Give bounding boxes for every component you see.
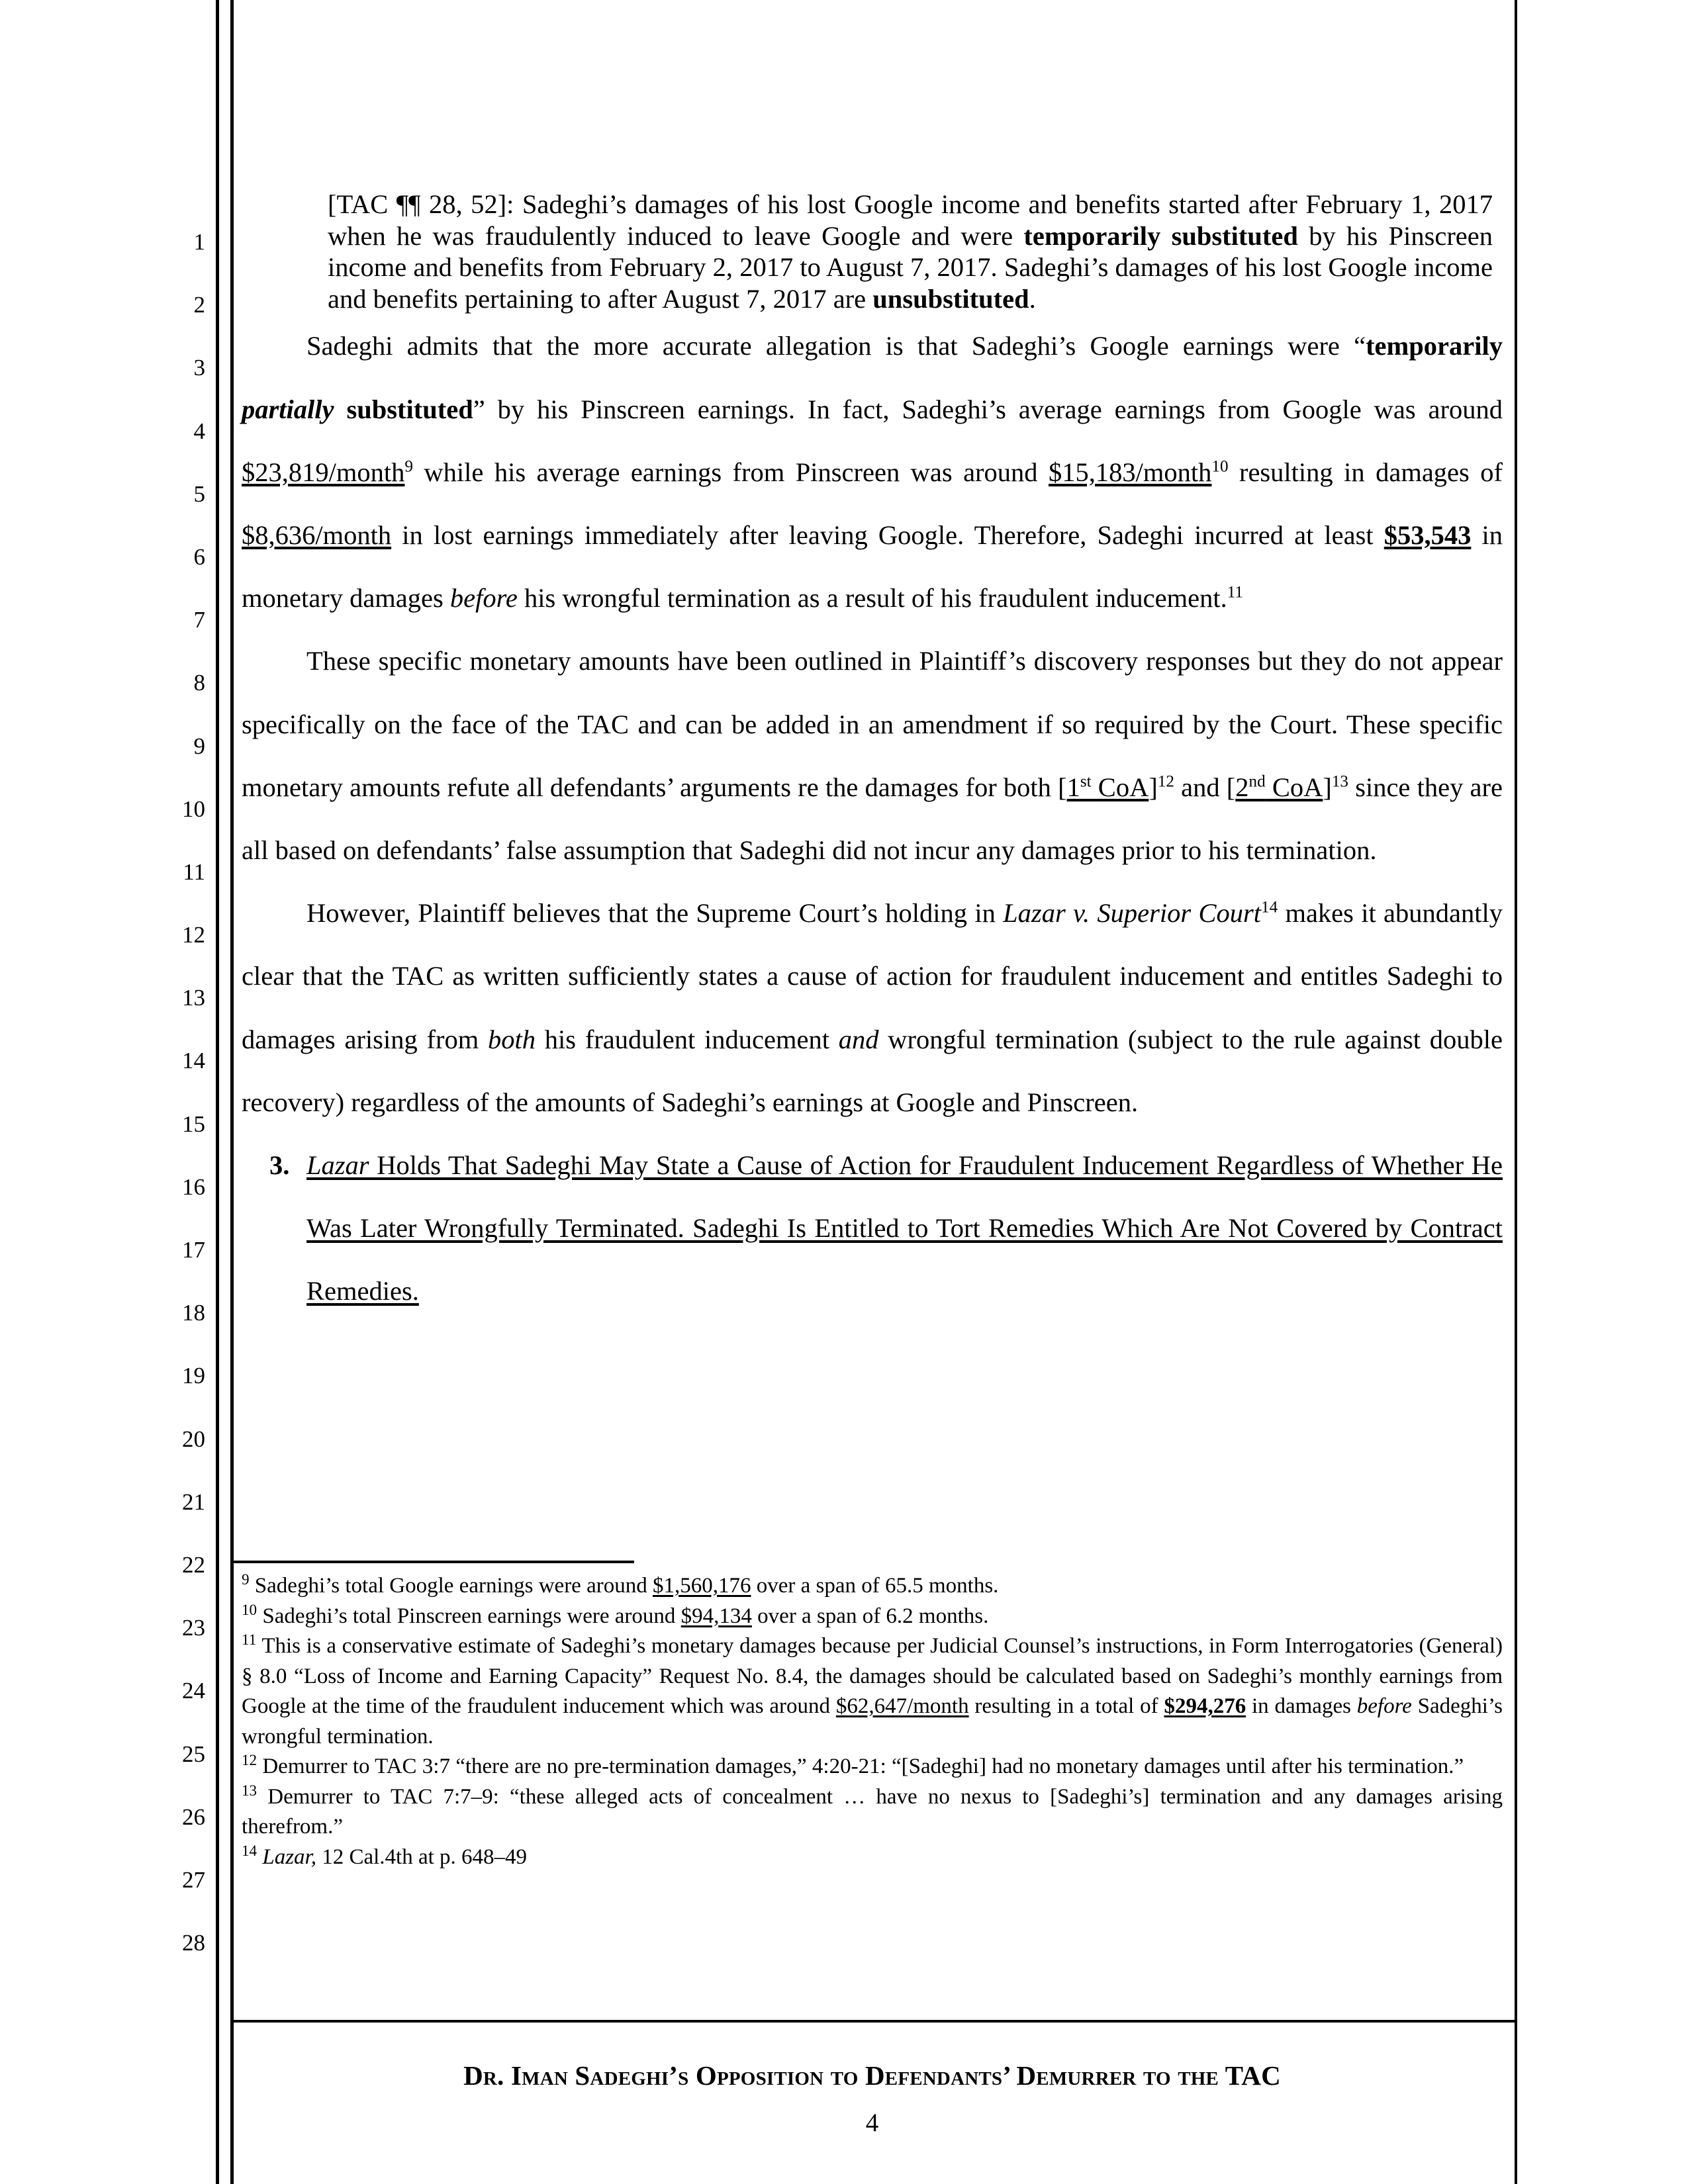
p2-coa1-rest: CoA [1091,772,1149,802]
footnote-marker-13: 13 [242,1781,258,1799]
line-number: 4 [193,418,205,444]
line-number: 23 [182,1615,205,1641]
p1-underline-pinscreen-monthly: $15,183/month [1049,457,1212,487]
fn11-seg-4: Sadeghi’s wrongful termination. [242,1694,1503,1749]
line-number: 1 [193,229,205,255]
quote-bold-unsubstituted: unsubstituted [872,283,1029,314]
p3-seg-3: his fraudulent inducement [536,1024,839,1054]
p1-bold-substituted: substituted [334,394,473,424]
p2-coa2-number: 2 [1235,772,1249,802]
line-number: 22 [182,1551,205,1578]
p2-seg-1: These specific monetary amounts have been outlined in Plaintiff’s discovery responses but they do not appear specifically on the face of the TAC and can be added in an amendment if so required by the Court. These specific monetary amounts refute all defendants’ arguments re the damages for both [ [242,646,1503,802]
footer-separator-rule [234,2020,1515,2023]
p2-coa1-number: 1 [1066,772,1080,802]
line-number: 5 [193,480,205,507]
footnote-marker-10: 10 [242,1600,258,1618]
line-number: 7 [193,607,205,633]
footnote-marker-9: 9 [242,1570,250,1588]
document-body [242,189,1503,1323]
line-number: 27 [182,1866,205,1893]
footnote-ref-12: 12 [1157,772,1174,791]
line-number: 26 [182,1803,205,1830]
p2-coa2-ordinal: nd [1248,772,1266,791]
fn11-seg-1: This is a conservative estimate of Sadeghi’s monetary damages because per Judicial Counsel’s instructions, in Form Interrogatories (General) § 8.0 “Loss of Income and Earning Capacity” Request No. 8.4, the damages should be calculated based on Sadeghi’s monthly earnings from Google at the time of the fraudulent inducement which was around [242,1634,1503,1718]
line-number: 21 [182,1488,205,1515]
footnote-marker-12: 12 [242,1751,258,1768]
line-number: 10 [182,796,205,822]
p2-seg-2: ] [1149,772,1158,802]
line-number: 17 [182,1237,205,1263]
paragraph-discovery-responses [242,629,1503,882]
paragraph-lazar-holding [242,882,1503,1134]
heading-underline [306,1150,1503,1306]
p1-seg-7: his wrongful termination as a result of his fraudulent inducement. [517,583,1227,614]
p1-underline-google-monthly: $23,819/month [242,457,405,487]
quote-text-3: . [1029,283,1036,314]
line-number: 20 [182,1426,205,1452]
line-number: 2 [193,292,205,318]
fn9-seg-1: Sadeghi’s total Google earnings were around [249,1574,653,1598]
p1-seg-3: while his average earnings from Pinscreen was around [412,457,1049,487]
fn11-italic-before: before [1356,1694,1412,1718]
p2-underline-first-coa [1067,772,1149,802]
heading-italic-lazar: Lazar [306,1150,369,1181]
footnote-ref-14: 14 [1261,898,1278,917]
quote-text-2: by his Pinscreen income and benefits from February 2, 2017 to August 7, 2017. Sadeghi’s damages of his lost Google income and benefits pertaining to after August 7, 2017 are [328,220,1493,314]
heading-text: Holds That Sadeghi May State a Cause of Action for Fraudulent Inducement Regardless of Whether He Was Later Wrongfully Terminated. Sadeghi Is Entitled to Tort Remedies Which Are Not Covered by Contract Remedies. [306,1150,1503,1306]
quote-text-1: Sadeghi’s damages of his lost Google income and benefits started after February 1, 2017 when he was fraudulently induced to leave Google and were [328,189,1493,251]
p1-seg-6: in monetary damages [242,520,1503,614]
p1-seg-5: in lost earnings immediately after leaving Google. Therefore, Sadeghi incurred at least [391,520,1384,550]
p1-italic-before: before [449,583,518,614]
p3-italic-and: and [838,1024,879,1054]
left-margin-rule-outer [216,0,219,2184]
p1-seg-2: ” by his Pinscreen earnings. In fact, Sadeghi’s average earnings from Google was around [473,394,1503,424]
footnote-ref-10: 10 [1211,457,1229,476]
line-number: 16 [182,1173,205,1200]
fn14-italic-lazar: Lazar, [262,1844,316,1869]
fn13-seg-1: Demurrer to TAC 7:7–9: “these alleged acts of concealment … have no nexus to [Sadeghi’s] termination and any damages arising therefrom.” [242,1784,1503,1839]
footnote-10 [242,1602,1503,1632]
line-number: 3 [193,355,205,381]
block-quote-tac-citation [328,189,1493,314]
fn14-seg-1: 12 Cal.4th at p. 648–49 [316,1844,528,1869]
p2-coa1-ordinal: st [1080,772,1092,791]
fn12-seg-1: Demurrer to TAC 3:7 “there are no pre-termination damages,” 4:20-21: “[Sadeghi] had no monetary damages until after his termination.” [257,1754,1464,1778]
right-margin-rule [1515,0,1517,2184]
line-number: 12 [182,922,205,948]
footnote-11 [242,1631,1503,1752]
fn9-seg-2: over a span of 65.5 months. [751,1574,999,1598]
section-heading-3 [269,1134,1503,1323]
line-number: 24 [182,1678,205,1704]
line-number: 25 [182,1741,205,1767]
p1-bold-temporarily: temporarily [1366,331,1503,361]
footnote-ref-13: 13 [1331,772,1348,791]
line-number: 9 [193,733,205,759]
p1-bold-underline-total-damages: $53,543 [1383,520,1472,550]
fn11-underline-monthly-google: $62,647/month [835,1694,969,1718]
footer-page-number: 4 [865,2109,879,2137]
footnote-12 [242,1752,1503,1782]
line-number: 15 [182,1111,205,1137]
line-number: 28 [182,1930,205,1956]
line-number-gutter [132,210,205,1974]
line-number: 13 [182,985,205,1011]
fn10-seg-2: over a span of 6.2 months. [751,1604,989,1628]
footnotes-section [242,1571,1503,1872]
p3-italic-lazar-citation: Lazar v. Superior Court [1003,898,1262,929]
footnote-9 [242,1571,1503,1602]
footnote-separator-rule [230,1561,634,1563]
p2-seg-4: ] [1323,772,1332,802]
fn11-seg-3: in damages [1246,1694,1357,1718]
p2-coa2-rest: CoA [1265,772,1323,802]
p1-bold-italic-partially: partially [242,394,334,424]
p2-seg-3: and [ [1174,772,1236,802]
fn11-seg-2: resulting in a total of [968,1694,1164,1718]
fn10-underline-total-pinscreen: $94,134 [680,1604,752,1628]
line-number: 11 [183,858,205,885]
paragraph-sadeghi-admits [242,314,1503,629]
p2-seg-5: since they are all based on defendants’ false assumption that Sadeghi did not incur any damages prior to his termination. [242,772,1503,865]
p3-seg-4: wrongful termination (subject to the rule against double recovery) regardless of the amounts of Sadeghi’s earnings at Google and Pinscreen. [242,1024,1503,1117]
p1-underline-damages-monthly: $8,636/month [242,520,392,550]
footnote-marker-14: 14 [242,1841,258,1859]
footer-document-title: Dr. Iman Sadeghi’s Opposition to Defendants’ Demurrer to the TAC [463,2060,1281,2091]
p3-italic-both: both [487,1024,536,1054]
footnote-14 [242,1843,1503,1873]
line-number: 14 [182,1048,205,1074]
p1-seg-4: resulting in damages of [1228,457,1503,487]
fn11-bold-underline-total: $294,276 [1164,1694,1246,1718]
line-number: 6 [193,543,205,570]
p3-seg-2: makes it abundantly clear that the TAC as written sufficiently states a cause of action for fraudulent inducement and entitles Sadeghi to damages arising from [242,898,1503,1054]
footnote-13 [242,1782,1503,1843]
line-number: 8 [193,670,205,696]
fn10-seg-1: Sadeghi’s total Pinscreen earnings were around [257,1604,681,1628]
footnote-marker-11: 11 [242,1631,257,1648]
p3-seg-1: However, Plaintiff believes that the Supreme Court’s holding in [306,898,1004,929]
section-number: 3. [269,1150,290,1181]
line-number: 18 [182,1300,205,1326]
footnote-ref-11: 11 [1227,583,1243,602]
p1-seg-1: Sadeghi admits that the more accurate allegation is that Sadeghi’s Google earnings were “ [306,331,1366,361]
footnote-ref-9: 9 [404,457,413,476]
tac-citation-label: [TAC ¶¶ 28, 52]: [328,189,514,219]
p2-underline-second-coa [1235,772,1323,802]
fn9-underline-total-google: $1,560,176 [652,1574,751,1598]
line-number: 19 [182,1363,205,1389]
left-margin-rule-inner [230,0,234,2184]
quote-bold-temporarily-substituted: temporarily substituted [1023,220,1298,251]
